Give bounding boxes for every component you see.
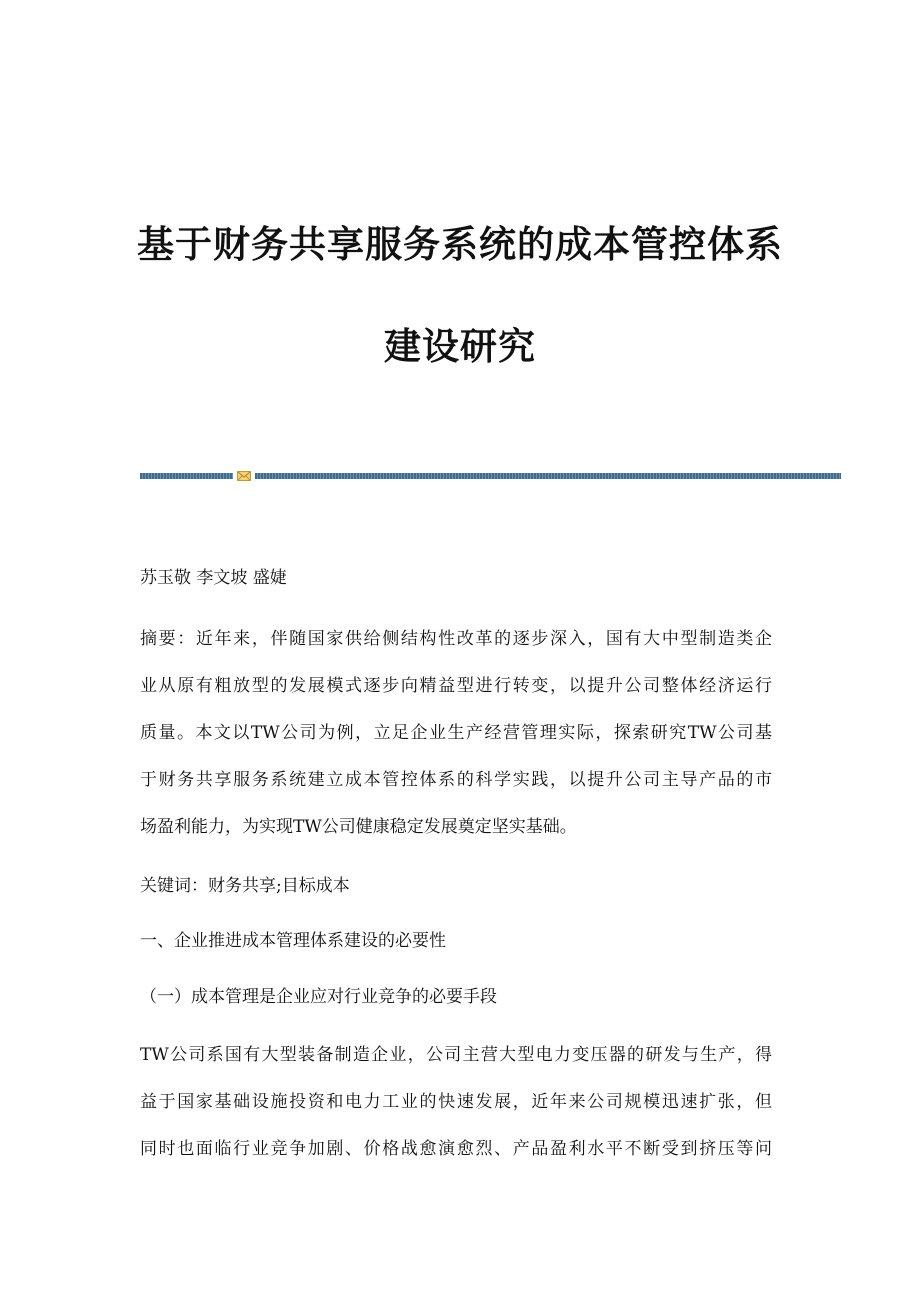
ornament-icon	[237, 471, 251, 481]
divider-bar-left	[140, 473, 233, 479]
abstract	[140, 629, 780, 864]
keywords: 关键词：财务共享;目标成本	[140, 876, 350, 896]
section-heading: 一、企业推进成本管理体系建设的必要性	[140, 931, 446, 951]
abstract-line: 场盈利能力，为实现TW公司健康稳定发展奠定坚实基础。	[140, 817, 577, 837]
divider-bar-right	[255, 473, 841, 479]
document-title-line-2: 建设研究	[384, 325, 536, 368]
authors: 苏玉敬 李文坡 盛婕	[140, 568, 287, 588]
abstract-line: 于财务共享服务系统建立成本管控体系的科学实践，以提升公司主导产品的市	[140, 770, 772, 790]
body-line: TW公司系国有大型装备制造企业，公司主营大型电力变压器的研发与生产，得	[140, 1045, 772, 1065]
abstract-line: 业从原有粗放型的发展模式逐步向精益型进行转变，以提升公司整体经济运行	[140, 676, 772, 696]
body-paragraph	[140, 1045, 780, 1186]
body-line: 同时也面临行业竞争加剧、价格战愈演愈烈、产品盈利水平不断受到挤压等问	[140, 1139, 772, 1159]
document-title-line-1: 基于财务共享服务系统的成本管控体系	[137, 223, 783, 266]
title-divider	[140, 471, 841, 480]
abstract-line: 摘要：近年来，伴随国家供给侧结构性改革的逐步深入，国有大中型制造类企	[140, 629, 772, 649]
abstract-line: 质量。本文以TW公司为例，立足企业生产经营管理实际，探索研究TW公司基	[140, 723, 772, 743]
subsection-heading: （一）成本管理是企业应对行业竞争的必要手段	[140, 987, 497, 1007]
body-line: 益于国家基础设施投资和电力工业的快速发展，近年来公司规模迅速扩张，但	[140, 1092, 772, 1112]
